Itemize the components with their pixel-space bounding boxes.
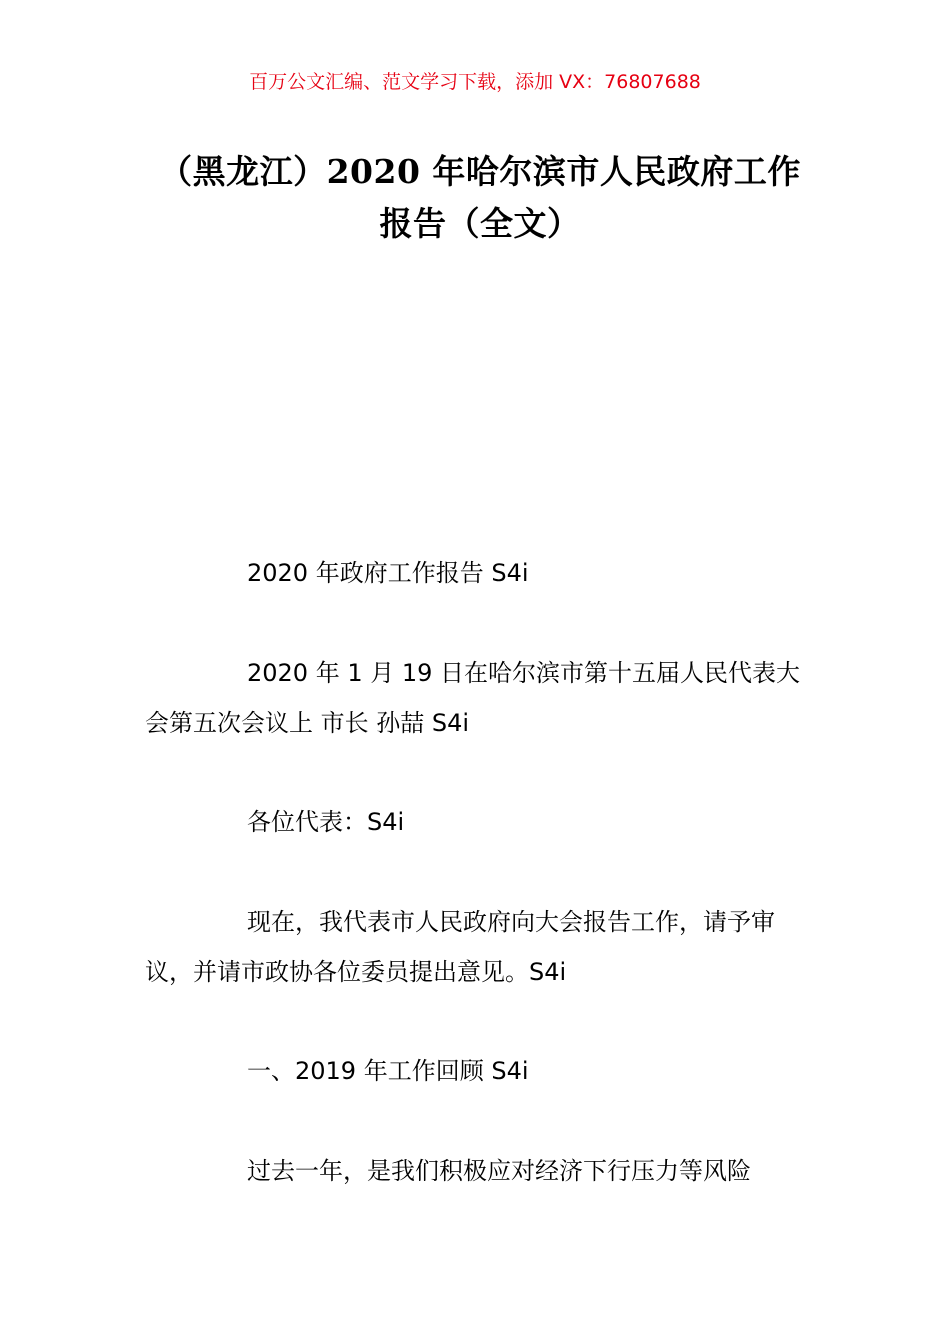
paragraph-salutation: 各位代表：S4i bbox=[247, 808, 405, 836]
paragraph-review-start: 过去一年，是我们积极应对经济下行压力等风险 bbox=[247, 1157, 751, 1185]
paragraph-report-heading: 2020 年政府工作报告 S4i bbox=[247, 559, 529, 587]
header-promo-note: 百万公文汇编、范文学习下载，添加 VX：76807688 bbox=[249, 71, 701, 93]
paragraph-intro: 现在，我代表市人民政府向大会报告工作，请予审议，并请市政协各位委员提出意见。S4i bbox=[145, 908, 775, 986]
title-line-2: 报告（全文） bbox=[379, 204, 581, 243]
section-heading-review: 一、2019 年工作回顾 S4i bbox=[247, 1057, 529, 1085]
title-line-1: （黑龙江）2020 年哈尔滨市人民政府工作 bbox=[159, 152, 801, 191]
document-title bbox=[150, 146, 810, 250]
paragraph-meeting-info: 2020 年 1 月 19 日在哈尔滨市第十五届人民代表大会第五次会议上 市长 孙喆 S4i bbox=[145, 659, 801, 737]
